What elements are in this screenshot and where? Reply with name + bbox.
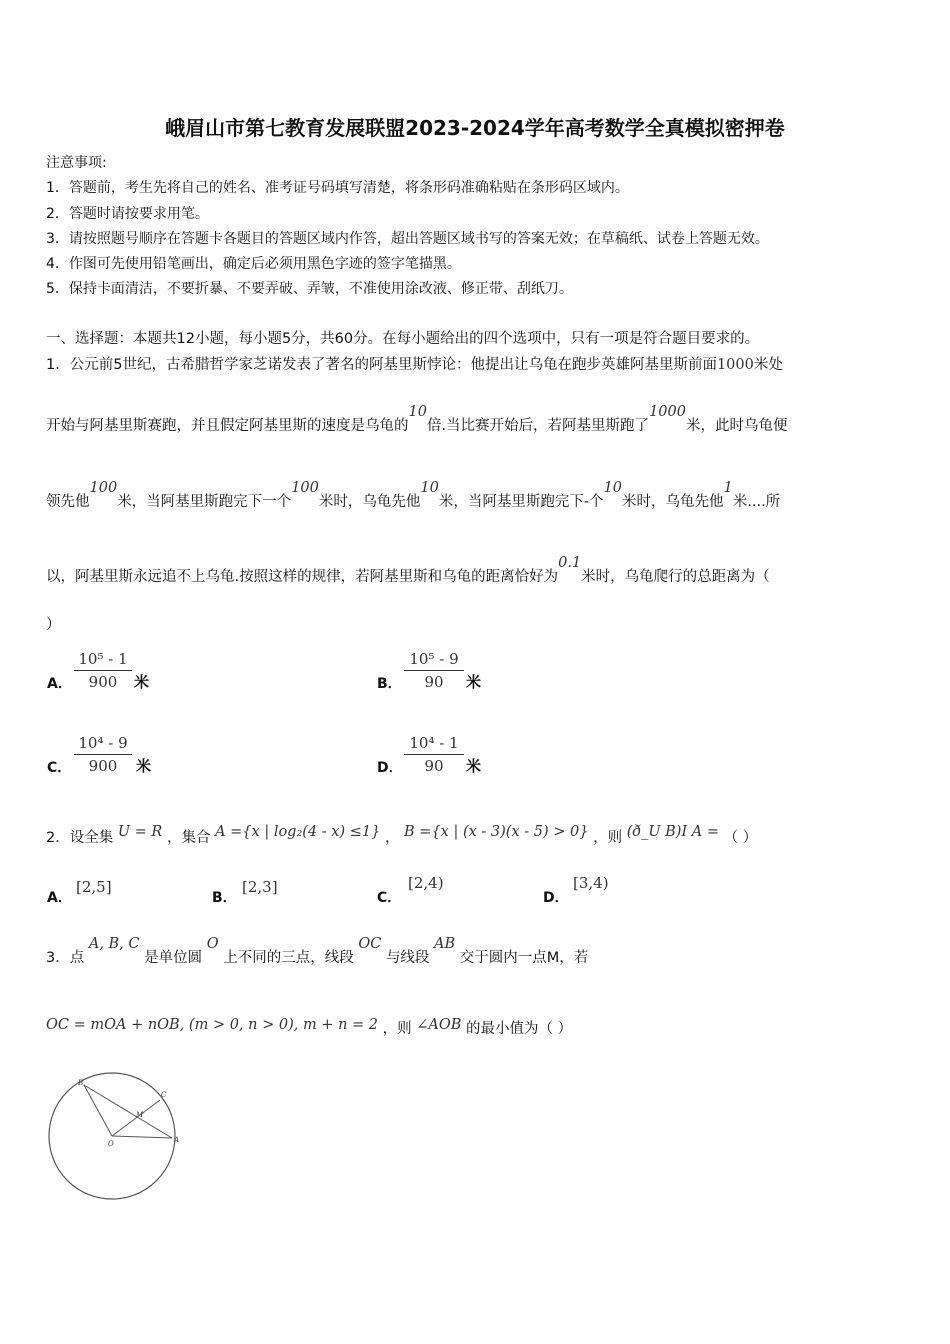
q2-option-b-value[interactable]: [2,3] <box>242 878 278 896</box>
q3-text: 3．点 <box>46 950 85 966</box>
denominator: 900 <box>74 670 132 691</box>
q3-stem <box>46 936 589 967</box>
q2-text: ， <box>384 830 400 846</box>
q3-text: ，则 <box>382 1021 412 1037</box>
segment-ob <box>84 1085 112 1136</box>
q1-math: 1 <box>723 480 733 496</box>
notice-item: 5．保持卡面清洁，不要折暴、不要弄破、弄皱，不准使用涂改液、修正带、刮纸刀。 <box>46 281 573 297</box>
q1-option-a-label[interactable]: A． <box>47 676 72 692</box>
denominator: 900 <box>74 754 132 775</box>
q2-option-a-label[interactable]: A． <box>47 890 72 906</box>
unit: 米 <box>134 673 150 691</box>
section-heading: 一、选择题：本题共12小题，每小题5分，共60分。在每小题给出的四个选项中，只有一项是符合题目要求的。 <box>46 331 760 347</box>
q1-text: 倍.当比赛开始后，若阿基里斯跑了 <box>426 418 650 434</box>
q1-option-c-fraction[interactable] <box>74 734 132 775</box>
q2-text: （ ） <box>723 830 758 846</box>
notice-item: 2．答题时请按要求用笔。 <box>46 206 209 222</box>
q1-line-5: ） <box>46 617 61 633</box>
q2-option-c-label[interactable]: C． <box>377 890 402 906</box>
q3-math: O <box>206 936 219 952</box>
q3-math: AB <box>434 936 456 952</box>
q1-line-3 <box>46 480 781 511</box>
notice-heading: 注意事项: <box>46 155 107 171</box>
q2-math: U = R <box>117 824 163 840</box>
q2-math: (ð_U B)I A = <box>626 824 720 840</box>
q3-math: OC <box>358 936 382 952</box>
label-o: O <box>108 1140 114 1148</box>
q2-option-b-label[interactable]: B． <box>212 890 237 906</box>
q2-math: B ={x | (x - 3)(x - 5) > 0} <box>404 824 589 840</box>
q1-text: 米，此时乌龟便 <box>685 418 788 434</box>
numerator: 10⁵ - 9 <box>409 650 459 668</box>
q1-option-a-fraction[interactable] <box>74 650 132 691</box>
q1-option-b-label[interactable]: B． <box>377 676 402 692</box>
q2-stem <box>46 826 757 847</box>
q3-condition <box>46 1017 572 1038</box>
numerator: 10⁴ - 9 <box>78 734 128 752</box>
q1-text: 以，阿基里斯永远追不上乌龟.按照这样的规律，若阿基里斯和乌龟的距离恰好为 <box>46 569 559 585</box>
q1-math: 100 <box>291 480 319 496</box>
q1-text: 米时，乌龟先他 <box>622 494 724 510</box>
unit-circle-figure <box>40 1062 230 1212</box>
q1-text: 米，当阿基里斯跑完下-个 <box>438 494 604 510</box>
q1-math: 100 <box>89 480 118 496</box>
q1-math: 10 <box>603 480 623 496</box>
q2-text: 2．设全集 <box>46 830 114 846</box>
q1-text: 米....所 <box>732 494 781 510</box>
q3-text: 是单位圆 <box>144 950 203 966</box>
q1-option-c-label[interactable]: C． <box>47 760 72 776</box>
q1-line-2 <box>46 404 788 435</box>
q1-text: 领先他 <box>46 494 90 510</box>
q3-text: 上不同的三点，线段 <box>223 950 354 966</box>
q3-text: 与线段 <box>385 950 430 966</box>
q3-text: 交于圆内一点M，若 <box>459 950 589 966</box>
q1-text: 米时，乌龟先他 <box>318 494 421 510</box>
q3-text: 的最小值为（ ） <box>466 1021 573 1037</box>
q2-math: A ={x | log₂(4 - x) ≤1} <box>215 824 381 840</box>
q3-math: A, B, C <box>88 936 140 952</box>
notice-item: 4．作图可先使用铅笔画出，确定后必须用黑色字迹的签字笔描黑。 <box>46 256 461 272</box>
denominator: 90 <box>404 670 464 691</box>
q1-option-d-fraction[interactable] <box>404 734 464 775</box>
q2-option-c-value[interactable]: [2,4) <box>408 874 444 892</box>
q1-math: 1000 <box>649 404 686 420</box>
notice-item: 1．答题前，考生先将自己的姓名、准考证号码填写清楚，将条形码准确粘贴在条形码区域内。 <box>46 180 629 196</box>
q1-text: 1．公元前5世纪，古希腊哲学家芝诺发表了著名的阿基里斯悖论：他提出让乌龟在跑步英雄阿基里斯前面 <box>46 357 717 373</box>
segment-oa <box>112 1136 172 1138</box>
q3-formula: OC = mOA + nOB, (m > 0, n > 0), m + n = 2 <box>46 1017 378 1033</box>
label-a: A <box>174 1136 180 1144</box>
label-b: B <box>78 1079 84 1087</box>
numerator: 10⁵ - 1 <box>78 650 128 668</box>
q1-option-d-label[interactable]: D． <box>377 760 403 776</box>
q2-option-a-value[interactable]: [2,5] <box>76 878 112 896</box>
q1-text: 米处 <box>753 357 783 373</box>
q1-line-1 <box>46 353 783 374</box>
unit: 米 <box>466 757 482 775</box>
q2-text: ，集合 <box>166 830 211 846</box>
q1-text: 米时，乌龟爬行的总距离为（ <box>581 569 770 585</box>
q3-math: ∠AOB <box>416 1017 462 1033</box>
q2-option-d-label[interactable]: D． <box>543 890 569 906</box>
denominator: 90 <box>404 754 464 775</box>
q1-math: 1000 <box>716 357 754 373</box>
q2-text: ，则 <box>593 830 623 846</box>
q2-option-d-value[interactable]: [3,4) <box>573 874 609 892</box>
q1-line-4 <box>46 555 770 586</box>
page-title: 峨眉山市第七教育发展联盟2023-2024学年高考数学全真模拟密押卷 <box>165 116 785 140</box>
q1-option-b-fraction[interactable] <box>404 650 464 691</box>
unit: 米 <box>136 757 152 775</box>
q1-math: 10 <box>408 404 427 420</box>
numerator: 10⁴ - 1 <box>409 734 459 752</box>
q1-text: 开始与阿基里斯赛跑，并且假定阿基里斯的速度是乌龟的 <box>46 418 409 434</box>
q1-text: 米，当阿基里斯跑完下一个 <box>117 494 292 510</box>
label-c: C <box>161 1091 167 1099</box>
notice-item: 3．请按照题号顺序在答题卡各题目的答题区域内作答，超出答题区域书写的答案无效；在草稿纸、试卷上答题无效。 <box>46 231 769 247</box>
q1-math: 10 <box>420 480 439 496</box>
unit: 米 <box>466 673 482 691</box>
label-m: M <box>136 1111 144 1119</box>
q1-math: 0.1 <box>558 555 582 571</box>
